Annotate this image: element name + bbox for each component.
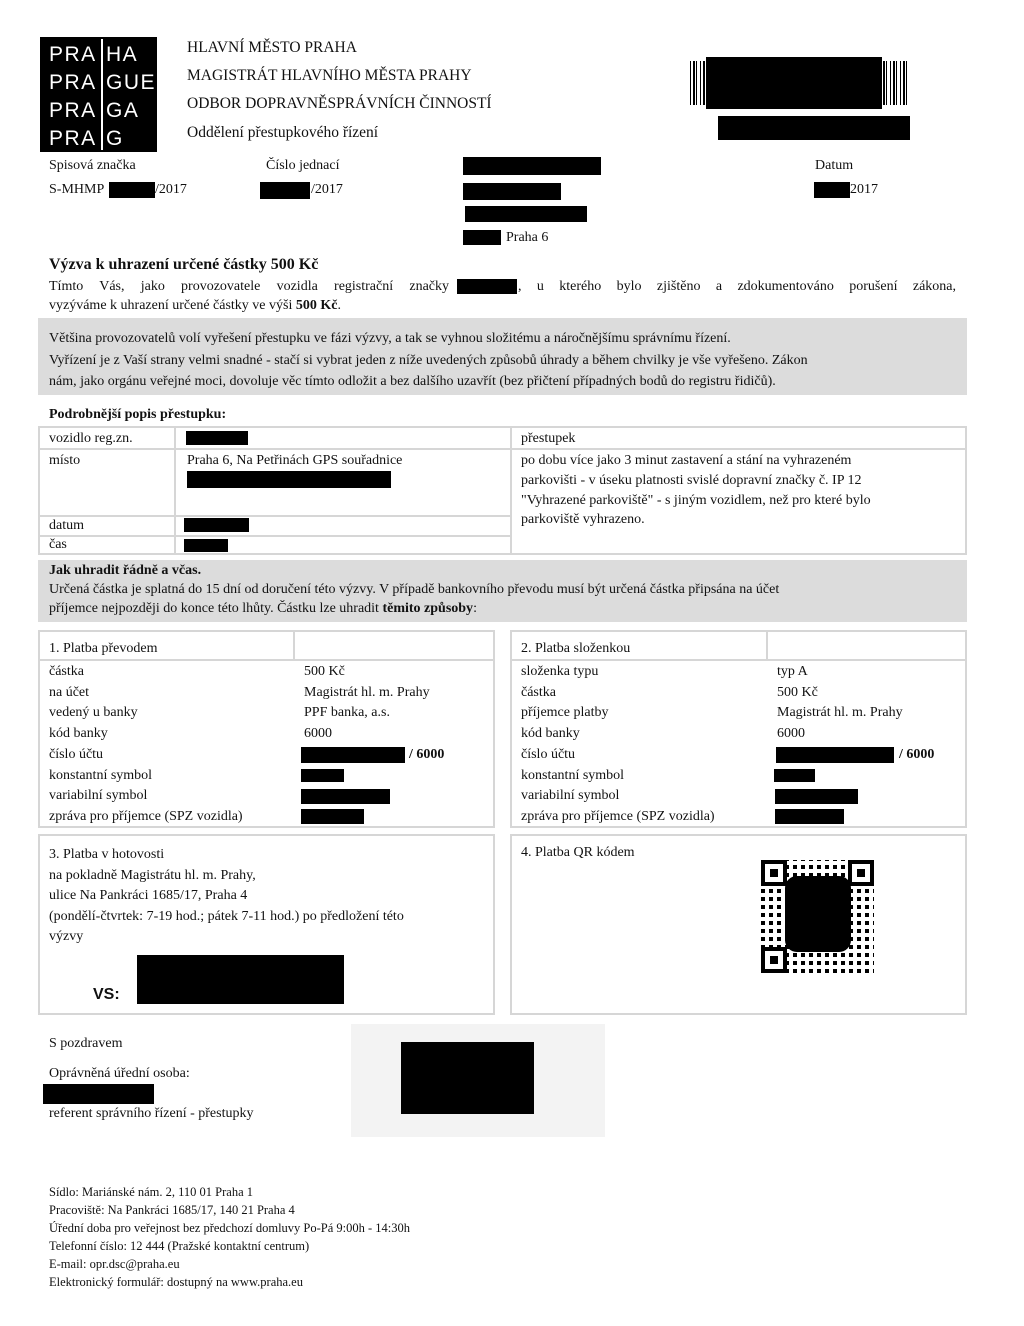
field-label: kód banky [521,726,580,742]
notice-line: Většina provozovatelů volí vyřešení přestupku ve fázi výzvy, a tak se vyhnou složitému a náročnějšímu správnímu řízení. [49,331,731,346]
praha-logo [40,37,157,152]
field-value: typ A [777,664,808,679]
cj-suffix: /2017 [311,182,343,197]
field-label: částka [521,684,556,700]
offence-description [521,451,871,530]
intro-text-2 [518,279,956,295]
divider [38,515,512,517]
notice-line: Vyřízení je z Vaší strany velmi snadné - stačí si vybrat jeden z níže uvedených způsobů úhrady a během chvilky je vše vyřešeno. Zákon [49,353,808,368]
intro-part2: , u kterého bylo zjištěno a zdokumentováno porušení zákona, [518,279,956,294]
qr-code [761,860,874,973]
footer-line: Pracoviště: Na Pankráci 1685/17, 140 21 Praha 4 [49,1203,295,1217]
field-label: zpráva pro příjemce (SPZ vozidla) [49,808,243,824]
field-label: na účet [49,684,90,700]
payment-transfer-title: 1. Platba převodem [49,641,158,656]
howto-line: Určená částka je splatná do 15 dní od doručení této výzvy. V případě bankovního převodu musí být určená částka připsána na účet [49,582,780,597]
divider [510,659,967,661]
official-role: referent správního řízení - přestupky [49,1106,254,1121]
cj-label: Číslo jednací [266,158,340,173]
date-year: 2017 [850,182,878,197]
offence-line: "Vyhrazené parkoviště" - s jiným vozidlem, než pro které bylo [521,492,871,508]
redaction [301,747,405,763]
field-label: zpráva pro příjemce (SPZ vozidla) [521,808,715,824]
logo-text: HA [106,43,139,66]
vs-label: VS: [93,986,120,1003]
footer-line: Sídlo: Mariánské nám. 2, 110 01 Praha 1 [49,1185,254,1199]
logo-text: PRA [49,127,97,150]
redaction [465,206,587,222]
field-value: 500 Kč [304,664,345,679]
offence-line: parkovišti - v úseku platnosti svislé dopravní značky č. IP 12 [521,472,862,488]
field-label: příjemce platby [521,705,609,721]
field-label: konstantní symbol [521,767,625,783]
footer-line: Elektronický formulář: dostupný na www.praha.eu [49,1275,303,1289]
spis-suffix: /2017 [155,182,187,197]
account-bank-code: / 6000 [899,747,935,762]
cash-line: (pondělí-čtvrtek: 7-19 hod.; pátek 7-11 hod.) po předložení této [49,908,404,924]
qr-finder [761,947,787,973]
redaction [109,182,155,198]
cash-line: výzvy [49,929,84,944]
redaction [463,230,501,245]
redaction [785,876,851,952]
field-label: konstantní symbol [49,767,153,783]
offence-line: po dobu více jako 3 minut zastavení a stání na vyhrazeném [521,453,852,468]
cash-line: ulice Na Pankráci 1685/17, Praha 4 [49,888,248,903]
redaction [184,518,249,532]
redaction [463,183,561,200]
redaction [457,279,517,294]
details-heading: Podrobnější popis přestupku: [49,407,227,422]
intro-line2-text: vyzýváme k uhrazení určené částky ve výši [49,298,296,313]
qr-finder [761,860,787,886]
vehicle-label: vozidlo reg.zn. [49,431,133,446]
redaction [775,809,844,824]
redaction [775,789,858,804]
address-city: Praha 6 [506,230,549,245]
redaction [301,769,344,782]
footer-line: Úřední doba pro veřejnost bez předchozí domluvy Po-Pá 9:00h - 14:30h [49,1221,411,1235]
howto-line2-text: příjemce nejpozději do konce této lhůty. Částku lze uhradit [49,601,383,616]
logo-text: G [106,127,124,150]
logo-text: PRA [49,43,97,66]
intro-amount: 500 Kč [295,298,338,313]
divider [38,659,495,661]
divider [38,448,967,450]
redaction [706,57,882,109]
field-value: 6000 [304,726,332,742]
field-value: 6000 [777,726,805,742]
header-magistrate: MAGISTRÁT HLAVNÍHO MĚSTA PRAHY [187,67,472,84]
logo-divider [101,39,103,150]
field-value: Magistrát hl. m. Prahy [304,684,430,700]
footer-line: Telefonní číslo: 12 444 (Pražské kontaktní centrum) [49,1239,310,1253]
intro-text [49,279,449,295]
payment-slip-labels [521,662,715,828]
notice-line: nám, jako orgánu veřejné moci, dovoluje věc tímto odložit a bez dalšího uzavřít (bez přičtení případných bodů do registru řidičů). [49,374,776,389]
redaction [260,182,310,199]
offence-label: přestupek [521,431,576,446]
field-label: vedený u banky [49,705,138,721]
redaction [301,809,364,824]
howto-line2 [49,601,477,617]
redaction [774,769,815,782]
field-value: PPF banka, a.s. [304,705,390,721]
redaction [137,955,344,1004]
logo-text: PRA [49,99,97,122]
redaction [718,116,910,140]
logo-text: GUE [106,71,157,94]
payment-cash-title: 3. Platba v hotovosti [49,847,165,862]
field-label: složenka typu [521,664,599,679]
page-title: Výzva k uhrazení určené částky 500 Kč [49,256,319,273]
offence-line: parkoviště vyhrazeno. [521,512,645,528]
intro-line2-end: . [337,298,341,313]
field-value: 500 Kč [777,684,818,700]
date-label: Datum [815,158,854,173]
redaction [814,182,850,198]
spis-prefix: S-MHMP [49,182,105,197]
payment-transfer-values [304,662,430,745]
intro-part1: Tímto Vás, jako provozovatele vozidla registrační značky [49,279,449,294]
redaction [186,431,248,445]
divider [766,630,768,660]
howto-line2-end: : [473,601,477,616]
field-value: Magistrát hl. m. Prahy [777,705,903,721]
footer [49,1183,410,1291]
divider [293,630,295,660]
redaction [301,789,390,804]
redaction [187,471,391,488]
field-label: částka [49,664,84,679]
field-label: variabilní symbol [49,788,148,804]
greeting: S pozdravem [49,1036,123,1051]
howto-heading: Jak uhradit řádně a včas. [49,563,202,578]
payment-transfer-labels [49,662,243,828]
cash-line: na pokladně Magistrátu hl. m. Prahy, [49,867,256,883]
payment-qr-title: 4. Platba QR kódem [521,845,635,860]
header-city: HLAVNÍ MĚSTO PRAHA [187,39,357,56]
place-label: místo [49,453,81,468]
logo-text: PRA [49,71,97,94]
qr-finder [848,860,874,886]
time-label: čas [49,537,67,552]
howto-methods: těmito způsoby [382,601,474,616]
logo-text: GA [106,99,140,122]
payment-cash-text [49,845,404,948]
date-field-label: datum [49,518,84,533]
header-department: ODBOR DOPRAVNĚSPRÁVNÍCH ČINNOSTÍ [187,95,492,112]
field-label: číslo účtu [49,746,104,762]
redaction [184,539,228,552]
field-label: číslo účtu [521,746,576,762]
intro-line2 [49,298,341,314]
field-label: variabilní symbol [521,788,620,804]
official-label: Oprávněná úřední osoba: [49,1066,190,1081]
redaction [463,157,601,175]
payment-slip-title: 2. Platba složenkou [521,641,631,656]
redaction [43,1084,154,1104]
account-bank-code: / 6000 [409,747,445,762]
redaction [776,747,894,763]
redaction [401,1042,534,1114]
place-value: Praha 6, Na Petřinách GPS souřadnice [187,453,403,468]
footer-line: E-mail: opr.dsc@praha.eu [49,1257,180,1271]
header-section: Oddělení přestupkového řízení [187,124,379,141]
divider [38,535,512,537]
field-label: kód banky [49,726,108,742]
spis-label: Spisová značka [49,158,136,173]
payment-qr-box [510,834,967,1015]
payment-slip-values [777,662,903,745]
